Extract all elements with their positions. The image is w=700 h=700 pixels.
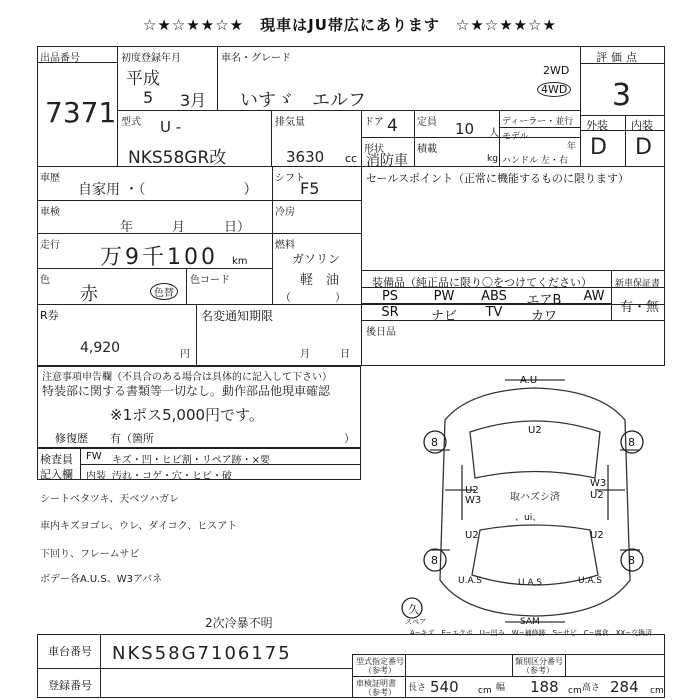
interior-label: 内装 — [631, 119, 653, 132]
notes-line1: 特装部に関する書類等一切なし。動作部品他現車確認 — [42, 384, 331, 398]
equipment-item: PW — [433, 289, 455, 304]
body-shape-label: 形状 — [364, 144, 384, 155]
tire-fl: 8 — [431, 436, 438, 449]
height-unit: cm — [650, 686, 664, 696]
fuel-other: （ ） — [280, 291, 346, 304]
equipment-item: ナビ — [430, 309, 457, 324]
cert-sub: （参考） — [364, 688, 396, 697]
drive-2wd: 2WD — [543, 64, 570, 77]
remark-line: シートベタツキ、天ベツハガレ — [40, 494, 180, 505]
name-change-label: 名変通知期限 — [201, 309, 274, 323]
width-unit: cm — [568, 686, 582, 696]
type-designation-label: 型式指定番号 — [356, 657, 404, 666]
fuel-label: 燃料 — [275, 240, 295, 251]
shift-label: シフト — [275, 173, 305, 184]
doors-value: 4 — [387, 116, 398, 136]
diag-uas-left: U.A.S — [458, 576, 483, 586]
model-prefix: U - — [160, 118, 182, 136]
equipment-item: エアB — [526, 293, 562, 308]
recycle-value: 4,920 — [80, 340, 121, 356]
length-value: 540 — [430, 678, 459, 696]
first-reg-month: 3月 — [180, 91, 207, 110]
bottom-note: 2次冷暴不明 — [205, 616, 273, 630]
exterior-value: D — [590, 135, 607, 160]
notes-label: 注意事項申告欄（不具合のある場合は具体的に記入して下さい） — [42, 372, 332, 383]
fuel-diesel: 軽 油 — [300, 273, 340, 288]
width-label: 幅 — [496, 683, 506, 693]
equipment-item: SR — [381, 305, 399, 320]
recycle-label: R券 — [40, 309, 59, 322]
first-reg-label: 初度登録年月 — [121, 53, 181, 64]
spare-label: スペア — [405, 618, 426, 626]
diag-u2-right2: U2 — [590, 530, 604, 541]
equipment-item: カワ — [530, 309, 557, 324]
capacity-label: 定員 — [417, 117, 437, 128]
first-reg-era: 平成 — [126, 69, 160, 89]
cert-label: 車検証明書 — [356, 679, 396, 688]
inspection-value: 年 月 日） — [120, 220, 251, 235]
first-reg-year: 5 — [143, 88, 154, 107]
recycle-unit: 円 — [180, 349, 190, 360]
displacement-value: 3630 — [286, 148, 325, 166]
handle-label: ハンドル 左・右 — [502, 156, 568, 166]
mileage-unit: km — [232, 256, 248, 267]
diag-center2: 、ui、 — [515, 513, 542, 523]
history-value: 自家用 ・（ ） — [78, 182, 258, 198]
remark-line: ボデー各A.U.S、W3アバネ — [40, 574, 163, 585]
car-name-label: 車名・グレード — [221, 53, 291, 64]
inspection-label: 車検 — [40, 207, 60, 218]
length-unit: cm — [478, 686, 492, 696]
diag-w3-left: W3 — [465, 495, 482, 506]
diag-uas-right: U.A.S — [578, 576, 603, 586]
category-label: 類別区分番号 — [515, 657, 563, 666]
notes-line2: ※1ポス5,000円です。 — [110, 406, 264, 424]
car-name: いすゞ エルフ — [240, 90, 366, 111]
diag-top: A.U — [520, 375, 538, 386]
warranty-value: 有・無 — [620, 300, 660, 315]
fw-items: キズ・凹・ヒビ割・リペア跡・×要 — [112, 455, 270, 466]
nai-label: 内装 — [86, 471, 106, 482]
spare-value: 久 — [408, 603, 419, 616]
model-value: NKS58GR改 — [128, 148, 227, 168]
capacity-value: 10 — [455, 120, 475, 138]
diag-bottom: SAM — [520, 617, 540, 627]
shift-value: F5 — [300, 179, 320, 198]
banner: ☆★☆★★☆★ 現車はJU帯広にあります ☆★☆★★☆★ — [142, 16, 558, 34]
fuel-gas: ガソリン — [292, 252, 341, 266]
fw-label: FW — [86, 451, 102, 462]
repair-history: 修復歴 有（箇所 — [55, 432, 154, 445]
equipment-item: AW — [583, 289, 605, 304]
diag-u2-right: U2 — [590, 490, 604, 501]
sales-point-label: セールスポイント（正常に機能するものに限ります） — [366, 172, 630, 185]
color-label: 色 — [40, 275, 50, 286]
model-label: 型式 — [121, 117, 141, 128]
legend: A−キズ E−エクボ U−凹み W−補修跡 S−サビ C−腐食 XX−交換済 — [410, 629, 653, 637]
model-year-unit: 年 — [567, 142, 577, 152]
name-change-value: 月 日 — [300, 349, 350, 360]
aftermarket-label: 後日品 — [366, 327, 396, 338]
chassis-value: NKS58G7106175 — [112, 643, 292, 664]
chassis-label: 車台番号 — [48, 645, 92, 658]
warranty-label: 新車保証書 — [615, 279, 661, 289]
load-unit: kg — [487, 154, 498, 164]
inspector-label2: 記入欄 — [40, 468, 73, 481]
dealer-label: ディーラー・並行 — [502, 117, 574, 127]
diag-u2-left: U2 — [465, 485, 479, 496]
remark-line: 車内キズヨゴレ、ウレ、ダイコク、ヒスアト — [40, 521, 238, 532]
capacity-unit: 人 — [489, 128, 499, 139]
color-value: 赤 — [80, 284, 98, 305]
remark-line: 下回り、フレームサビ — [40, 549, 140, 560]
tire-rl: 8 — [431, 554, 438, 567]
nai-items: 汚れ・コゲ・穴・ヒビ・破 — [112, 471, 232, 482]
mileage-value: 万9千100 — [100, 245, 218, 270]
reg-no-label: 登録番号 — [48, 679, 92, 692]
equipment-item: TV — [485, 305, 503, 320]
diag-w3-right: W3 — [590, 478, 607, 489]
width-value: 188 — [530, 678, 559, 696]
history-label: 車歴 — [40, 173, 60, 184]
type-designation-sub: （参考） — [364, 666, 396, 675]
diag-center: 取ハズシ済 — [510, 492, 560, 503]
equipment-item: PS — [381, 289, 399, 304]
load-label: 積載 — [417, 144, 437, 155]
color-change: 色替 — [150, 283, 178, 300]
equipment-label: 装備品（純正品に限り〇をつけてください） — [372, 276, 592, 289]
equipment-item: ABS — [481, 289, 507, 304]
tire-rr: 8 — [628, 554, 635, 567]
diag-u2-left2: U2 — [465, 530, 479, 541]
lot-number: 7371 — [45, 96, 117, 129]
diag-uas-center: U.A.S — [518, 578, 543, 588]
height-value: 284 — [610, 678, 639, 696]
category-sub: （参考） — [522, 666, 554, 675]
ac-label: 冷房 — [275, 207, 295, 218]
grade-value: 3 — [612, 78, 632, 113]
doors-label: ドア — [364, 117, 384, 128]
grade-label: 評価点 — [596, 51, 641, 64]
displacement-unit: cc — [345, 152, 358, 165]
lot-label: 出品番号 — [40, 53, 80, 64]
body-shape-value: 消防車 — [366, 153, 408, 169]
exterior-label: 外装 — [586, 119, 608, 132]
color-code-label: 色コード — [190, 275, 230, 286]
tire-fr: 8 — [628, 436, 635, 449]
inspector-label: 検査員 — [40, 453, 73, 466]
displacement-label: 排気量 — [275, 117, 305, 128]
diag-u2-front: U2 — [528, 425, 542, 436]
height-label: 高さ — [582, 683, 601, 693]
drive-4wd: 4WD — [537, 82, 571, 97]
length-label: 長さ — [408, 683, 427, 693]
model-year-label: モデル — [502, 132, 529, 142]
mileage-label: 走行 — [40, 240, 60, 251]
interior-value: D — [635, 135, 652, 160]
